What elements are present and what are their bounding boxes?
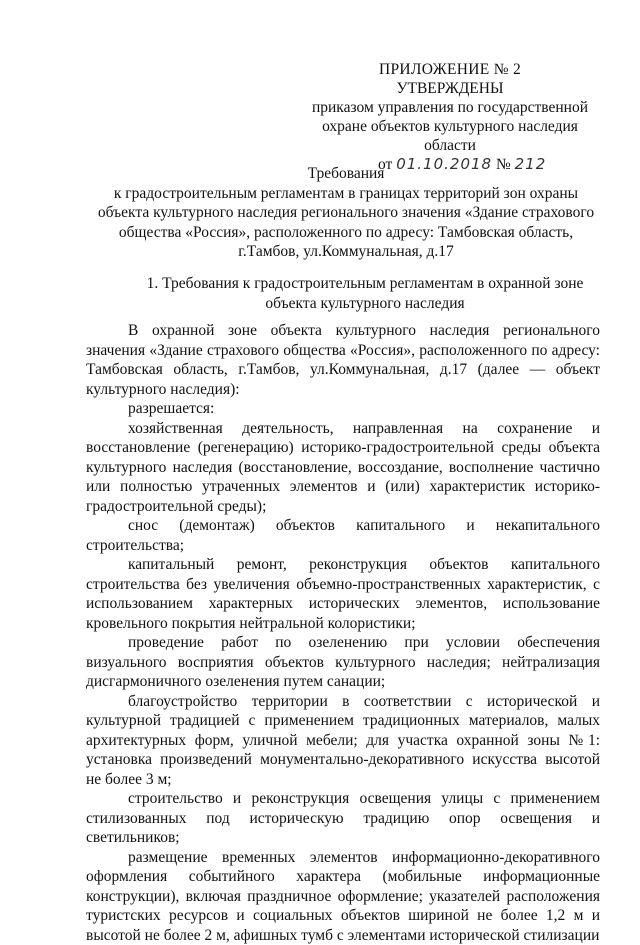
paragraph-item: проведение работ по озеленению при условии обеспечения визуального восприятия объектов культурного наследия; нейтрализация дисгармоничного озеленения путем санации; xyxy=(86,633,600,692)
paragraph-allowed: разрешается: xyxy=(86,399,600,419)
appendix-number: ПРИЛОЖЕНИЕ № 2 xyxy=(300,60,600,79)
section-heading-line: объекта культурного наследия xyxy=(130,294,600,314)
title-line: объекта культурного наследия регионального значения «Здание страхового xyxy=(96,203,596,223)
number-sign: № xyxy=(496,156,511,173)
section-heading-line: 1. Требования к градостроительным регламентам в охранной зоне xyxy=(130,274,600,294)
paragraph-intro: В охранной зоне объекта культурного наследия регионального значения «Здание страхового общества «Россия», расположенного по адресу: Тамбовская область, г.Тамбов, ул.Коммунальная, д.17 (далее — объект культурного наследия): xyxy=(86,321,600,399)
section-heading xyxy=(130,274,600,313)
document-body xyxy=(86,321,600,945)
paragraph-item: капитальный ремонт, реконструкция объектов капитального строительства без увеличения объемно-пространственных характеристик, с использованием характерных исторических элементов, использование кровельного покрытия нейтральной колористики; xyxy=(86,555,600,633)
handwritten-date: 01.10.2018 xyxy=(396,155,492,173)
paragraph-item: размещение временных элементов информационно-декоративного оформления событийного характера (мобильные информационные конструкции), включая праздничное оформление; указателей расположения туристских ресурсов и социальных объектов шириной не более 1,2 м и высотой не более 2 м, афишных тумб с элементами исторической стилизации xyxy=(86,848,600,945)
date-prefix: от xyxy=(378,156,392,173)
appendix-block xyxy=(300,60,600,174)
title-line: г.Тамбов, ул.Коммунальная, д.17 xyxy=(96,242,596,262)
approval-order-line-1: приказом управления по государственной xyxy=(300,98,600,117)
paragraph-item: строительство и реконструкция освещения улицы с применением стилизованных под историческую традицию опор освещения и светильников; xyxy=(86,789,600,848)
paragraph-item: снос (демонтаж) объектов капитального и некапитального строительства; xyxy=(86,516,600,555)
paragraph-item: благоустройство территории в соответствии с исторической и культурной традицией с применением традиционных материалов, малых архитектурных форм, уличной мебели; для участка охранной зоны №1: установка произведений монументально-декоративного искусства высотой не более 3 м; xyxy=(86,692,600,790)
handwritten-order-number: 212 xyxy=(515,155,547,173)
approval-order-line-2: охране объектов культурного наследия области xyxy=(300,117,600,155)
title-line: к градостроительным регламентам в границах территорий зон охраны xyxy=(96,184,596,204)
approved-label: УТВЕРЖДЕНЫ xyxy=(300,79,600,98)
title-heading: Требования xyxy=(96,164,596,184)
paragraph-item: хозяйственная деятельность, направленная на сохранение и восстановление (регенерацию) историко-градостроительной среды объекта культурного наследия (восстановление, воссоздание, восполнение частично или полностью утраченных элементов и (или) характеристик историко-градостроительной среды); xyxy=(86,419,600,517)
document-title xyxy=(96,164,596,262)
title-line: общества «Россия», расположенного по адресу: Тамбовская область, xyxy=(96,223,596,243)
